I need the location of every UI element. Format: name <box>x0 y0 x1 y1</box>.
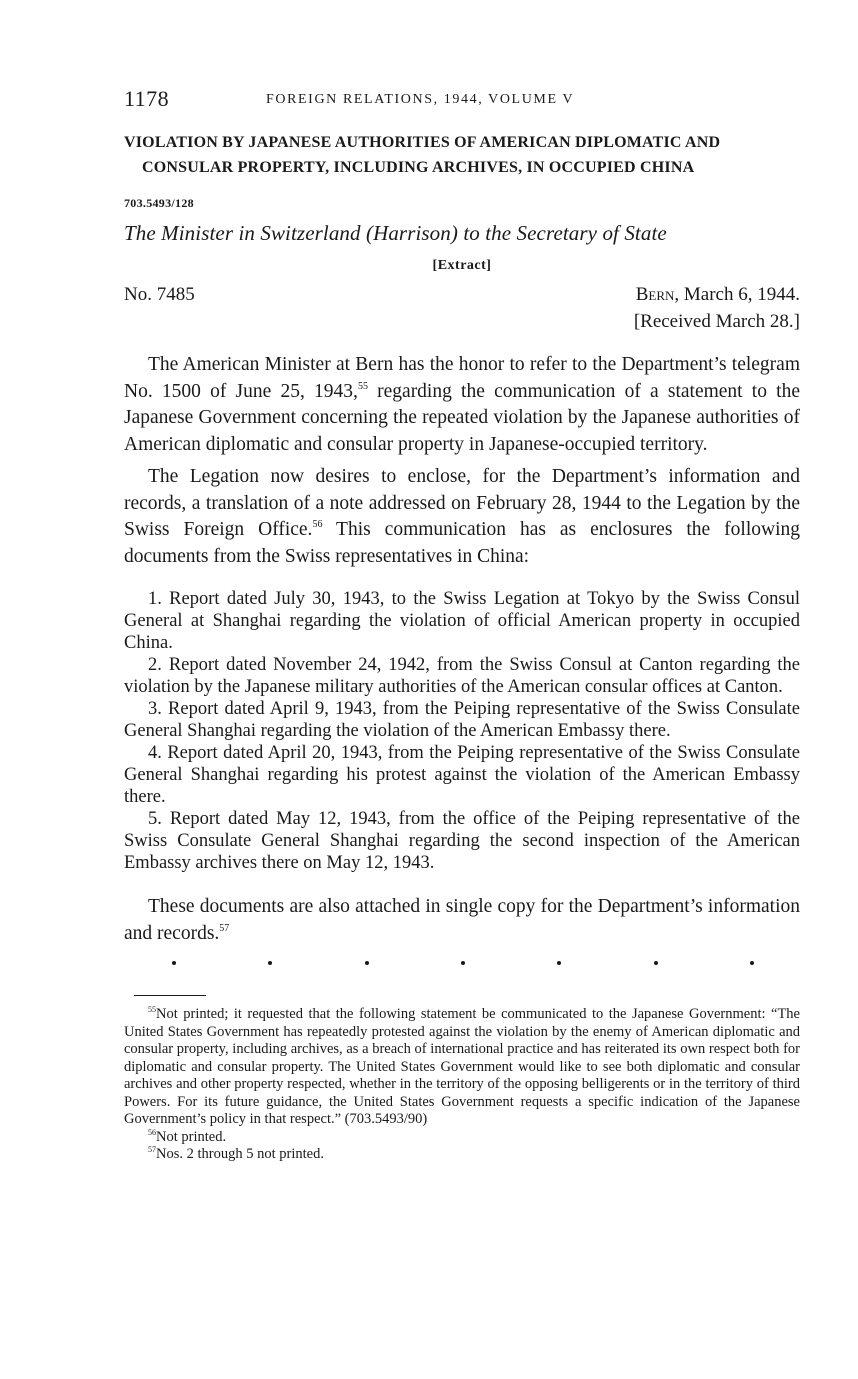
ellipsis-dot <box>654 961 658 965</box>
enclosure-item: 4. Report dated April 20, 1943, from the Peiping representative of the Swiss Consulate General Shanghai regarding his protest against the violation of the American Embassy there. <box>124 743 800 807</box>
paragraph-text: The American Minister at Bern has the honor to refer to the Department’s telegram No. 1500 of June 25, 1943, <box>124 354 800 402</box>
ellipsis-dot <box>750 961 754 965</box>
body-paragraph <box>124 352 800 458</box>
ellipsis-dot <box>365 961 369 965</box>
footnote-reference: 56 <box>312 519 323 530</box>
ellipsis-dot <box>557 961 561 965</box>
footnote-reference: 55 <box>357 380 368 392</box>
body-paragraph <box>124 894 800 947</box>
date: , March 6, 1944. <box>674 284 800 305</box>
section-title: VIOLATION BY JAPANESE AUTHORITIES OF AMERICAN DIPLOMATIC AND CONSULAR PROPERTY, INCLUDING ARCHIVES, IN OCCUPIED CHINA <box>124 134 721 176</box>
document-heading: The Minister in Switzerland (Harrison) to the Secretary of State <box>124 221 667 245</box>
footnote <box>124 1146 800 1164</box>
omission-ellipsis <box>124 961 800 977</box>
document-number: No. 7485 <box>124 284 195 305</box>
footnote-divider <box>134 995 206 996</box>
letter-header <box>124 284 800 338</box>
extract-label: [Extract] <box>432 258 492 273</box>
file-number: 703.5493/128 <box>124 196 194 210</box>
ellipsis-dot <box>461 961 465 965</box>
footnote <box>124 1006 800 1129</box>
enclosure-item: 5. Report dated May 12, 1943, from the office of the Peiping representative of the Swiss Consulate General Shanghai regarding the second inspection of the American Embassy archives there on May 12, 1943. <box>124 809 800 873</box>
page-number: 1178 <box>124 86 170 111</box>
enclosure-item: 2. Report dated November 24, 1942, from the Swiss Consul at Canton regarding the violation by the Japanese military authorities of the American consular offices at Canton. <box>124 655 800 697</box>
body-paragraph <box>124 464 800 570</box>
footnote-marker: 56 <box>148 1127 156 1137</box>
place: Bern <box>635 284 675 305</box>
running-title: FOREIGN RELATIONS, 1944, VOLUME V <box>266 92 575 107</box>
enclosure-list <box>124 588 800 874</box>
paragraph-text: regarding the communication of a statement to the Japanese Government concerning the repeated violation by the Japanese authorities of American diplomatic and consular property in Japanese-occupied territory. <box>124 380 800 455</box>
footnote-text: Nos. 2 through 5 not printed. <box>156 1146 324 1162</box>
footnote-text: Not printed. <box>156 1128 227 1145</box>
ellipsis-dot <box>268 961 272 965</box>
paragraph-text: This communication has as enclosures the following documents from the Swiss representatives in China: <box>124 519 800 567</box>
document-page <box>124 86 800 1164</box>
paragraph-text: The Legation now desires to enclose, for the Department’s information and records, a translation of a note addressed on February 28, 1944 to the Legation by the Swiss Foreign Office. <box>124 466 800 540</box>
paragraph-text: These documents are also attached in single copy for the Department’s information and records. <box>124 896 800 944</box>
received-date: [Received March 28.] <box>633 311 800 332</box>
enclosure-item: 1. Report dated July 30, 1943, to the Swiss Legation at Tokyo by the Swiss Consul General at Shanghai regarding the violation of official American property in occupied China. <box>124 589 800 653</box>
footnote-reference: 57 <box>219 922 230 934</box>
ellipsis-dot <box>172 961 176 965</box>
footnote-text: Not printed; it requested that the following statement be communicated to the Japanese Government: “The United States Government has repeatedly protested against the violation by the enemy of American diplomatic and consular property, including archives, as a breach of international practice and has reiterated its own respect both for diplomatic and consular property. The United States Government would like to see both diplomatic and consular archives and other property respected, whether in the territory of the opposing belligerents or in the territory of third Powers. For its future guidance, the United States Government requests a specific indication of the Japanese Government’s policy in that respect.” (703.5493/90) <box>124 1006 800 1127</box>
running-head <box>124 86 800 116</box>
footnotes <box>124 1006 800 1164</box>
dateline <box>636 284 800 306</box>
footnote <box>124 1129 800 1147</box>
enclosure-item: 3. Report dated April 9, 1943, from the Peiping representative of the Swiss Consulate General Shanghai regarding the violation of the American Embassy there. <box>124 699 800 741</box>
footnote-marker: 55 <box>148 1005 156 1014</box>
footnote-marker: 57 <box>148 1145 156 1154</box>
